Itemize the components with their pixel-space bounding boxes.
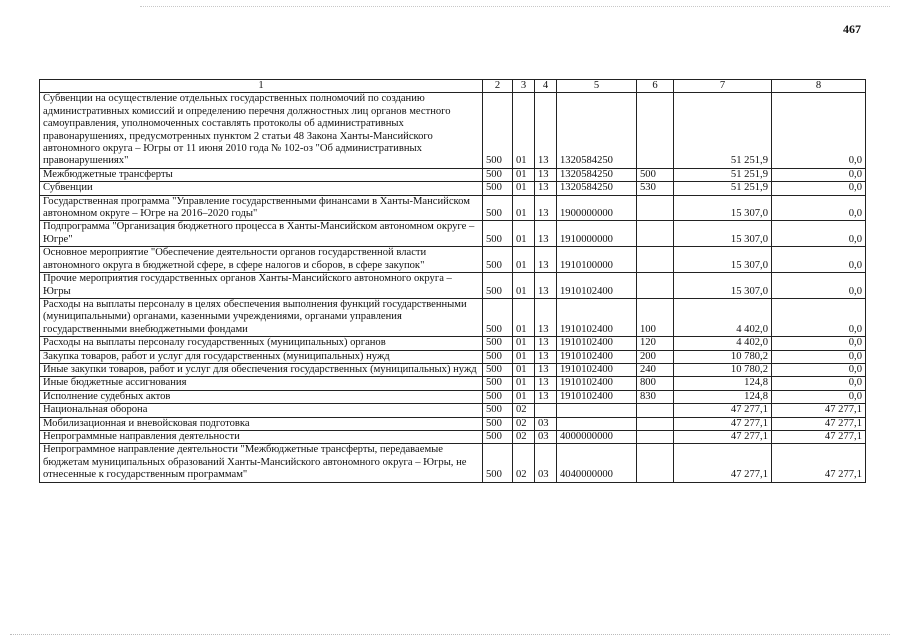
code-3: 01 [513, 350, 535, 363]
amount-8: 47 277,1 [772, 444, 866, 482]
code-4: 13 [535, 350, 557, 363]
code-2: 500 [483, 404, 513, 417]
amount-7: 15 307,0 [674, 195, 772, 221]
code-3: 01 [513, 195, 535, 221]
code-6 [637, 417, 674, 430]
code-4: 13 [535, 195, 557, 221]
amount-8: 47 277,1 [772, 404, 866, 417]
scan-artifact-top [140, 6, 890, 7]
table-row [40, 273, 866, 299]
code-2: 500 [483, 430, 513, 443]
code-4 [535, 404, 557, 417]
code-5: 1910000000 [557, 221, 637, 247]
code-2: 500 [483, 195, 513, 221]
table-row [40, 221, 866, 247]
code-6 [637, 444, 674, 482]
code-4: 13 [535, 298, 557, 336]
amount-7: 124,8 [674, 377, 772, 390]
row-description: Межбюджетные трансферты [40, 168, 483, 181]
code-5: 1910102400 [557, 337, 637, 350]
amount-8: 0,0 [772, 168, 866, 181]
amount-8: 47 277,1 [772, 417, 866, 430]
table-row [40, 363, 866, 376]
budget-table [39, 79, 866, 483]
amount-8: 0,0 [772, 363, 866, 376]
amount-8: 0,0 [772, 93, 866, 168]
code-5: 1910102400 [557, 298, 637, 336]
table-row [40, 93, 866, 168]
amount-7: 10 780,2 [674, 363, 772, 376]
row-description: Национальная оборона [40, 404, 483, 417]
code-5: 1910102400 [557, 273, 637, 299]
amount-8: 0,0 [772, 247, 866, 273]
amount-8: 0,0 [772, 377, 866, 390]
code-6: 100 [637, 298, 674, 336]
amount-7: 15 307,0 [674, 221, 772, 247]
table-row [40, 168, 866, 181]
table-row [40, 247, 866, 273]
code-2: 500 [483, 182, 513, 195]
amount-7: 47 277,1 [674, 444, 772, 482]
code-3: 01 [513, 182, 535, 195]
code-3: 02 [513, 417, 535, 430]
code-2: 500 [483, 337, 513, 350]
row-description: Мобилизационная и вневойсковая подготовка [40, 417, 483, 430]
code-4: 13 [535, 168, 557, 181]
code-2: 500 [483, 273, 513, 299]
code-5: 1910102400 [557, 377, 637, 390]
row-description: Иные закупки товаров, работ и услуг для обеспечения государственных (муниципальных) нужд [40, 363, 483, 376]
row-description: Закупка товаров, работ и услуг для государственных (муниципальных) нужд [40, 350, 483, 363]
code-3: 01 [513, 298, 535, 336]
amount-7: 10 780,2 [674, 350, 772, 363]
code-3: 02 [513, 404, 535, 417]
code-5 [557, 404, 637, 417]
code-3: 01 [513, 221, 535, 247]
amount-8: 0,0 [772, 390, 866, 403]
code-6 [637, 195, 674, 221]
table-row [40, 377, 866, 390]
code-4: 13 [535, 363, 557, 376]
header-cell-5: 5 [557, 80, 637, 93]
scan-artifact-bottom [10, 634, 890, 635]
amount-8: 0,0 [772, 273, 866, 299]
header-cell-3: 3 [513, 80, 535, 93]
code-2: 500 [483, 168, 513, 181]
amount-7: 47 277,1 [674, 404, 772, 417]
row-description: Прочие мероприятия государственных органов Ханты-Мансийского автономного округа – Югры [40, 273, 483, 299]
code-4: 13 [535, 247, 557, 273]
code-5: 4040000000 [557, 444, 637, 482]
header-cell-6: 6 [637, 80, 674, 93]
page-number: 467 [843, 22, 861, 36]
code-4: 13 [535, 221, 557, 247]
table-row [40, 444, 866, 482]
amount-8: 0,0 [772, 298, 866, 336]
code-5: 1320584250 [557, 168, 637, 181]
code-3: 01 [513, 363, 535, 376]
code-4: 13 [535, 182, 557, 195]
amount-7: 4 402,0 [674, 298, 772, 336]
table-row [40, 417, 866, 430]
amount-7: 124,8 [674, 390, 772, 403]
code-3: 01 [513, 390, 535, 403]
code-4: 03 [535, 444, 557, 482]
code-3: 01 [513, 168, 535, 181]
code-6: 200 [637, 350, 674, 363]
code-4: 13 [535, 337, 557, 350]
code-2: 500 [483, 390, 513, 403]
code-2: 500 [483, 247, 513, 273]
row-description: Основное мероприятие "Обеспечение деятельности органов государственной власти автономного округа в бюджетной сфере, в сфере налогов и сборов, в сфере закупок" [40, 247, 483, 273]
code-2: 500 [483, 417, 513, 430]
row-description: Подпрограмма "Организация бюджетного процесса в Ханты-Мансийском автономном округе – Югре" [40, 221, 483, 247]
amount-7: 51 251,9 [674, 168, 772, 181]
table-row [40, 298, 866, 336]
amount-7: 15 307,0 [674, 247, 772, 273]
header-cell-1: 1 [40, 80, 483, 93]
code-3: 01 [513, 247, 535, 273]
table-row [40, 430, 866, 443]
row-description: Расходы на выплаты персоналу государственных (муниципальных) органов [40, 337, 483, 350]
amount-7: 47 277,1 [674, 417, 772, 430]
code-2: 500 [483, 350, 513, 363]
row-description: Иные бюджетные ассигнования [40, 377, 483, 390]
code-5: 1910100000 [557, 247, 637, 273]
amount-8: 0,0 [772, 221, 866, 247]
code-6: 830 [637, 390, 674, 403]
row-description: Расходы на выплаты персоналу в целях обеспечения выполнения функций государственными (муниципальными) органами, казенными учреждениями, органами управления государственными внебюджетными фондами [40, 298, 483, 336]
code-5: 1900000000 [557, 195, 637, 221]
code-2: 500 [483, 377, 513, 390]
code-6: 240 [637, 363, 674, 376]
code-5: 1910102400 [557, 390, 637, 403]
amount-8: 0,0 [772, 182, 866, 195]
row-description: Субвенции [40, 182, 483, 195]
code-3: 02 [513, 430, 535, 443]
code-6 [637, 430, 674, 443]
row-description: Субвенции на осуществление отдельных государственных полномочий по созданию административных комиссий и определению перечня должностных лиц органов местного самоуправления, уполномоченных составлять протоколы об административных правонарушениях, предусмотренных пунктом 2 статьи 48 Закона Ханты-Мансийского автономного округа – Югры от 11 июня 2010 года № 102-оз "Об административных правонарушениях" [40, 93, 483, 168]
code-6 [637, 221, 674, 247]
amount-7: 47 277,1 [674, 430, 772, 443]
code-3: 01 [513, 377, 535, 390]
code-6: 530 [637, 182, 674, 195]
code-5: 1910102400 [557, 363, 637, 376]
header-cell-4: 4 [535, 80, 557, 93]
code-6: 800 [637, 377, 674, 390]
code-3: 01 [513, 93, 535, 168]
code-2: 500 [483, 298, 513, 336]
header-cell-8: 8 [772, 80, 866, 93]
amount-8: 0,0 [772, 195, 866, 221]
amount-7: 51 251,9 [674, 182, 772, 195]
header-cell-2: 2 [483, 80, 513, 93]
amount-7: 15 307,0 [674, 273, 772, 299]
amount-7: 51 251,9 [674, 93, 772, 168]
row-description: Исполнение судебных актов [40, 390, 483, 403]
amount-7: 4 402,0 [674, 337, 772, 350]
code-4: 13 [535, 390, 557, 403]
table-row [40, 404, 866, 417]
code-6: 120 [637, 337, 674, 350]
code-5: 1910102400 [557, 350, 637, 363]
code-5: 4000000000 [557, 430, 637, 443]
table-row [40, 195, 866, 221]
amount-8: 0,0 [772, 350, 866, 363]
amount-8: 47 277,1 [772, 430, 866, 443]
code-6 [637, 404, 674, 417]
amount-8: 0,0 [772, 337, 866, 350]
row-description: Непрограммное направление деятельности "Межбюджетные трансферты, передаваемые бюджетам муниципальных образований Ханты-Мансийского автономного округа – Югры, не отнесенные к государственным программам" [40, 444, 483, 482]
code-6: 500 [637, 168, 674, 181]
header-cell-7: 7 [674, 80, 772, 93]
code-3: 02 [513, 444, 535, 482]
table-body [40, 80, 866, 483]
row-description: Непрограммные направления деятельности [40, 430, 483, 443]
code-5 [557, 417, 637, 430]
code-4: 03 [535, 430, 557, 443]
code-6 [637, 247, 674, 273]
row-description: Государственная программа "Управление государственными финансами в Ханты-Мансийском автономном округе – Югре на 2016–2020 годы" [40, 195, 483, 221]
table-row [40, 350, 866, 363]
table-row [40, 390, 866, 403]
code-5: 1320584250 [557, 182, 637, 195]
code-6 [637, 93, 674, 168]
header-row [40, 80, 866, 93]
code-5: 1320584250 [557, 93, 637, 168]
code-2: 500 [483, 93, 513, 168]
code-4: 03 [535, 417, 557, 430]
table-row [40, 337, 866, 350]
code-2: 500 [483, 221, 513, 247]
code-4: 13 [535, 273, 557, 299]
code-2: 500 [483, 363, 513, 376]
code-4: 13 [535, 377, 557, 390]
code-2: 500 [483, 444, 513, 482]
code-6 [637, 273, 674, 299]
table-row [40, 182, 866, 195]
code-3: 01 [513, 337, 535, 350]
code-4: 13 [535, 93, 557, 168]
code-3: 01 [513, 273, 535, 299]
